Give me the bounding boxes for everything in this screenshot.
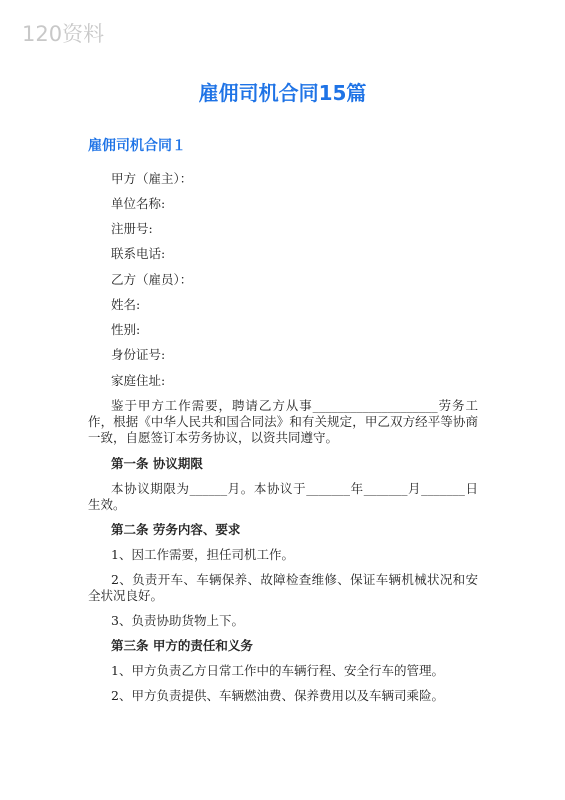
article-3-item: 2、甲方负责提供、车辆燃油费、保养费用以及车辆司乘险。: [111, 688, 444, 703]
field-name: 姓名:: [111, 297, 141, 312]
document-title: 雇佣司机合同15篇: [198, 81, 367, 105]
article-3-heading: 第三条 甲方的责任和义务: [111, 638, 253, 653]
field-party-a: 甲方（雇主）：: [111, 171, 193, 186]
article-2-item: 3、负责协助货物上下。: [111, 613, 244, 628]
field-unit-name: 单位名称:: [111, 196, 166, 211]
field-gender: 性别:: [111, 322, 141, 337]
intro-paragraph: 鉴于甲方工作需要，聘请乙方从事____________________劳务工作，根据《中华人民共和国合同法》和有关规定，甲乙双方经平等协商一致，自愿签订本劳务协议，以资共同遵守。: [88, 398, 478, 445]
article-2-heading: 第二条 劳务内容、要求: [111, 522, 241, 537]
field-home-address: 家庭住址:: [111, 373, 166, 388]
article-2-item: 1、因工作需要，担任司机工作。: [111, 547, 294, 562]
article-1-heading: 第一条 协议期限: [111, 456, 203, 471]
field-id-number: 身份证号:: [111, 347, 166, 362]
article-1-text: 本协议期限为______月。本协议于_______年_______月_______日生效。: [88, 481, 478, 512]
section-title: 雇佣司机合同１: [88, 138, 186, 154]
article-2-item: 2、负责开车、车辆保养、故障检查维修、保证车辆机械状况和安全状况良好。: [88, 572, 478, 603]
article-3-item: 1、甲方负责乙方日常工作中的车辆行程、安全行车的管理。: [111, 663, 444, 678]
field-registration-number: 注册号:: [111, 221, 153, 236]
watermark: 120资料: [22, 22, 105, 46]
field-phone: 联系电话:: [111, 246, 166, 261]
field-party-b: 乙方（雇员）：: [111, 272, 193, 287]
